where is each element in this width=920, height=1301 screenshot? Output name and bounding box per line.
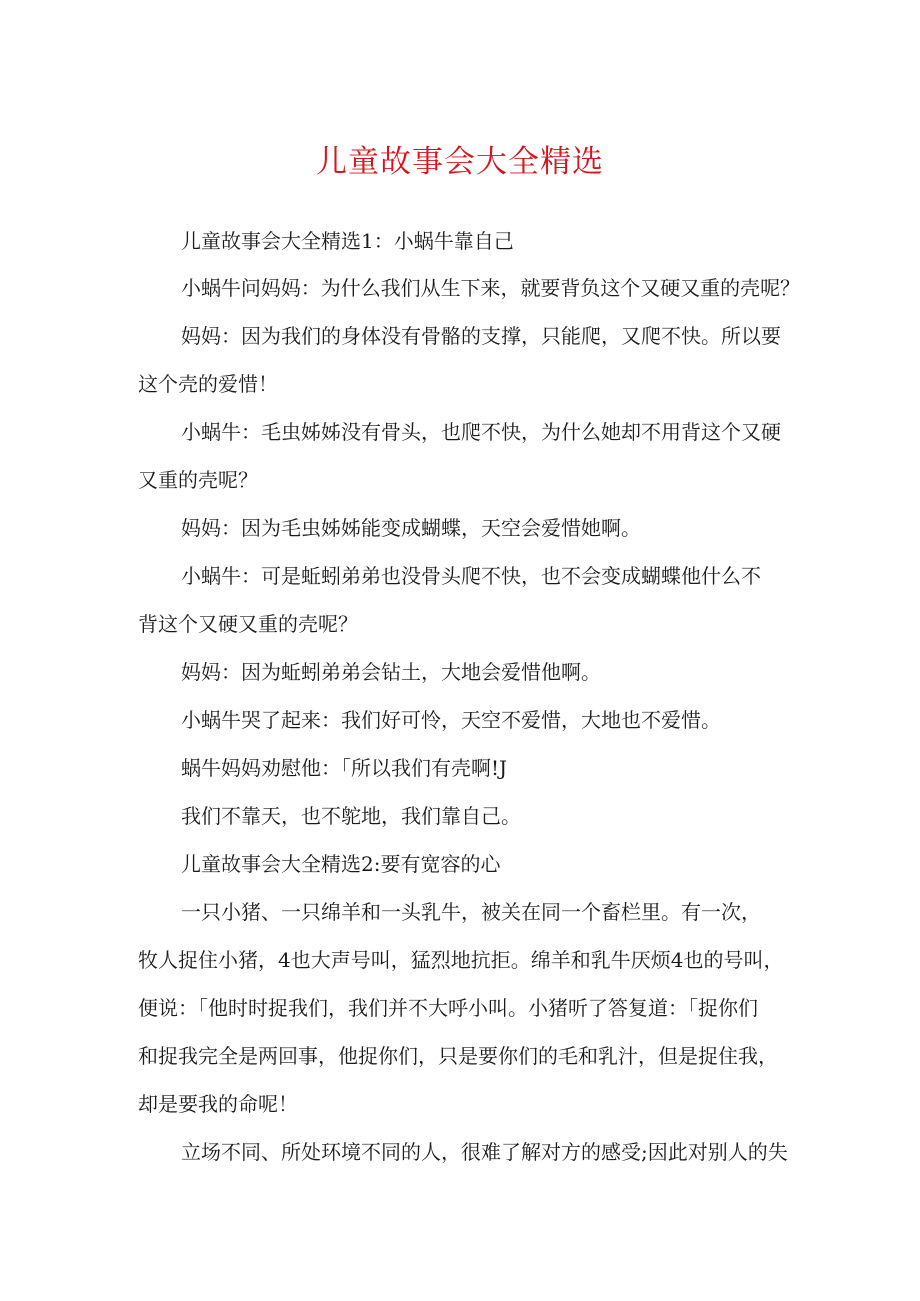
- page-title: 儿童故事会大全精选: [316, 144, 604, 180]
- paragraph-line: 小蜗牛：可是蚯蚓弟弟也没骨头爬不快，也不会变成蝴蝶他什么不: [181, 564, 761, 588]
- paragraph-line: 妈妈：因为我们的身体没有骨骼的支撑，只能爬，又爬不快。所以要: [181, 324, 781, 348]
- paragraph-line: 便说：「他时时捉我们，我们并不大呼小叫。小猪听了答复道：「捉你们: [138, 996, 758, 1020]
- paragraph-line: 妈妈：因为毛虫姊姊能变成蝴蝶，天空会爱惜她啊。: [181, 516, 641, 540]
- paragraph-line: 又重的壳呢？: [138, 468, 258, 492]
- paragraph-line: 小蜗牛问妈妈：为什么我们从生下来，就要背负这个又硬又重的壳呢？: [181, 276, 800, 300]
- paragraph-line: 立场不同、所处环境不同的人，很难了解对方的感受;因此对别人的失: [181, 1140, 788, 1164]
- paragraph-line: 却是要我的命呢！: [138, 1092, 298, 1116]
- section-heading-1: 儿童故事会大全精选1：小蜗牛靠自己: [181, 229, 514, 253]
- paragraph-line: 一只小猪、一只绵羊和一头乳牛，被关在同一个畜栏里。有一次，: [181, 900, 761, 924]
- paragraph-line: 小蜗牛哭了起来：我们好可怜，天空不爱惜，大地也不爱惜。: [181, 708, 721, 732]
- paragraph-line: 背这个又硬又重的壳呢？: [138, 612, 358, 636]
- paragraph-line: 我们不靠天，也不鸵地，我们靠自己。: [181, 804, 521, 828]
- paragraph-line: 和捉我完全是两回事，他捉你们，只是要你们的毛和乳汁，但是捉住我，: [138, 1044, 778, 1068]
- paragraph-line: 妈妈：因为蚯蚓弟弟会钻土，大地会爱惜他啊。: [181, 660, 601, 684]
- section-heading-2: 儿童故事会大全精选2:要有宽容的心: [181, 852, 501, 876]
- paragraph-line: 蜗牛妈妈劝慰他：「所以我们有壳啊!J: [181, 756, 508, 780]
- paragraph-line: 小蜗牛：毛虫姊姊没有骨头，也爬不快，为什么她却不用背这个又硬: [181, 420, 781, 444]
- paragraph-line: 牧人捉住小猪，4也大声号叫，猛烈地抗拒。绵羊和乳牛厌烦4也的号叫，: [138, 948, 784, 972]
- paragraph-line: 这个壳的爱惜！: [138, 372, 278, 396]
